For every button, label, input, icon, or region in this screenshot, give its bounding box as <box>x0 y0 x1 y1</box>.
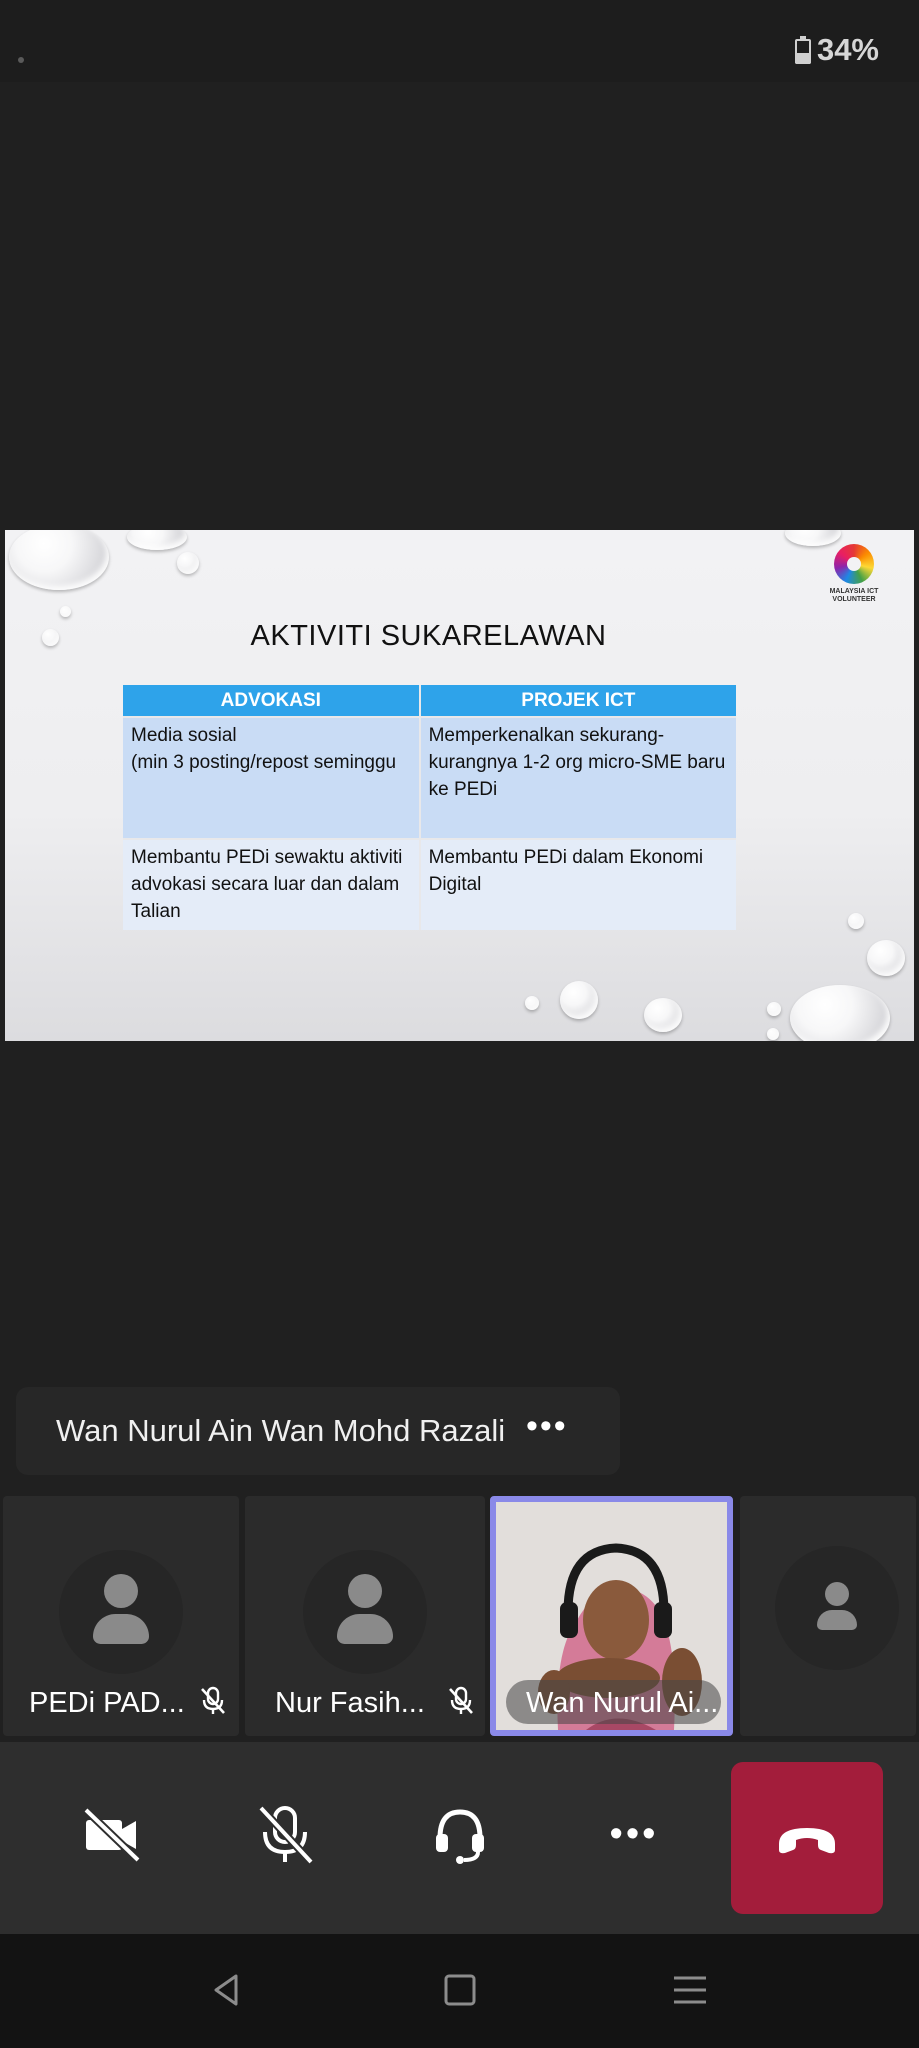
participant-name: Nur Fasih... <box>275 1687 425 1719</box>
table-cell: Memperkenalkan sekurang-kurangnya 1-2 org micro-SME baru ke PEDi <box>420 717 736 839</box>
water-drop-decoration <box>848 913 864 929</box>
water-drop-decoration <box>644 998 682 1032</box>
presenter-more-button[interactable]: ••• <box>526 1407 568 1445</box>
activities-table <box>123 685 736 930</box>
slide-title: AKTIVITI SUKARELAWAN <box>250 620 607 652</box>
more-options-button[interactable] <box>594 1794 674 1874</box>
table-cell: Media sosial (min 3 posting/repost seminggu <box>123 717 420 839</box>
participant-name-label <box>506 1680 721 1724</box>
table-cell: Membantu PEDi sewaktu aktiviti advokasi secara luar dan dalam Talian <box>123 839 420 930</box>
battery-icon <box>795 36 811 64</box>
water-drop-decoration <box>560 981 598 1019</box>
more-icon: ••• <box>609 1812 659 1855</box>
presenter-name: Wan Nurul Ain Wan Mohd Razali <box>56 1413 506 1448</box>
headset-icon <box>428 1802 492 1866</box>
water-drop-decoration <box>525 996 539 1010</box>
recents-nav-button[interactable] <box>670 1970 710 2010</box>
avatar <box>59 1550 183 1674</box>
battery-percent: 34% <box>816 32 879 67</box>
avatar <box>303 1550 427 1674</box>
water-drop-decoration <box>9 530 109 590</box>
water-drop-decoration <box>767 1028 779 1040</box>
notification-dot <box>18 57 24 63</box>
status-bar <box>0 0 919 82</box>
camera-toggle-button[interactable] <box>72 1794 152 1874</box>
participant-video-tile[interactable] <box>490 1496 733 1736</box>
water-drop-decoration <box>790 985 890 1041</box>
hang-up-icon <box>731 1762 883 1914</box>
participant-tile[interactable] <box>245 1496 485 1736</box>
presenter-name-pill[interactable] <box>16 1387 620 1475</box>
hang-up-button[interactable] <box>731 1762 883 1914</box>
audio-button[interactable] <box>420 1794 500 1874</box>
home-nav-button[interactable] <box>440 1970 480 2010</box>
mic-off-icon <box>253 1802 317 1866</box>
participant-name: Wan Nurul Ai... <box>526 1687 719 1719</box>
table-header: PROJEK ICT <box>420 685 736 717</box>
camera-off-icon <box>80 1802 144 1866</box>
participant-tile[interactable] <box>3 1496 239 1736</box>
avatar <box>775 1546 899 1670</box>
water-drop-decoration <box>177 552 199 574</box>
table-row <box>123 839 736 930</box>
call-controls-bar <box>0 1742 919 1934</box>
table-row <box>123 717 736 839</box>
water-drop-decoration <box>60 606 71 617</box>
water-drop-decoration <box>767 1002 781 1016</box>
table-cell: Membantu PEDi dalam Ekonomi Digital <box>420 839 736 930</box>
back-nav-button[interactable] <box>206 1970 246 2010</box>
participant-tile[interactable] <box>740 1496 916 1736</box>
battery-indicator <box>795 32 879 68</box>
mic-toggle-button[interactable] <box>245 1794 325 1874</box>
water-drop-decoration <box>867 940 905 976</box>
shared-screen-slide[interactable] <box>5 530 914 1041</box>
water-drop-decoration <box>127 530 187 550</box>
malaysia-ict-volunteer-logo: MALAYSIA ICT VOLUNTEER <box>828 542 880 614</box>
system-nav-bar <box>0 1934 919 2048</box>
mic-off-icon <box>199 1686 227 1716</box>
participant-name: PEDi PAD... <box>29 1687 185 1719</box>
table-header: ADVOKASI <box>123 685 420 717</box>
mic-off-icon <box>447 1686 475 1716</box>
